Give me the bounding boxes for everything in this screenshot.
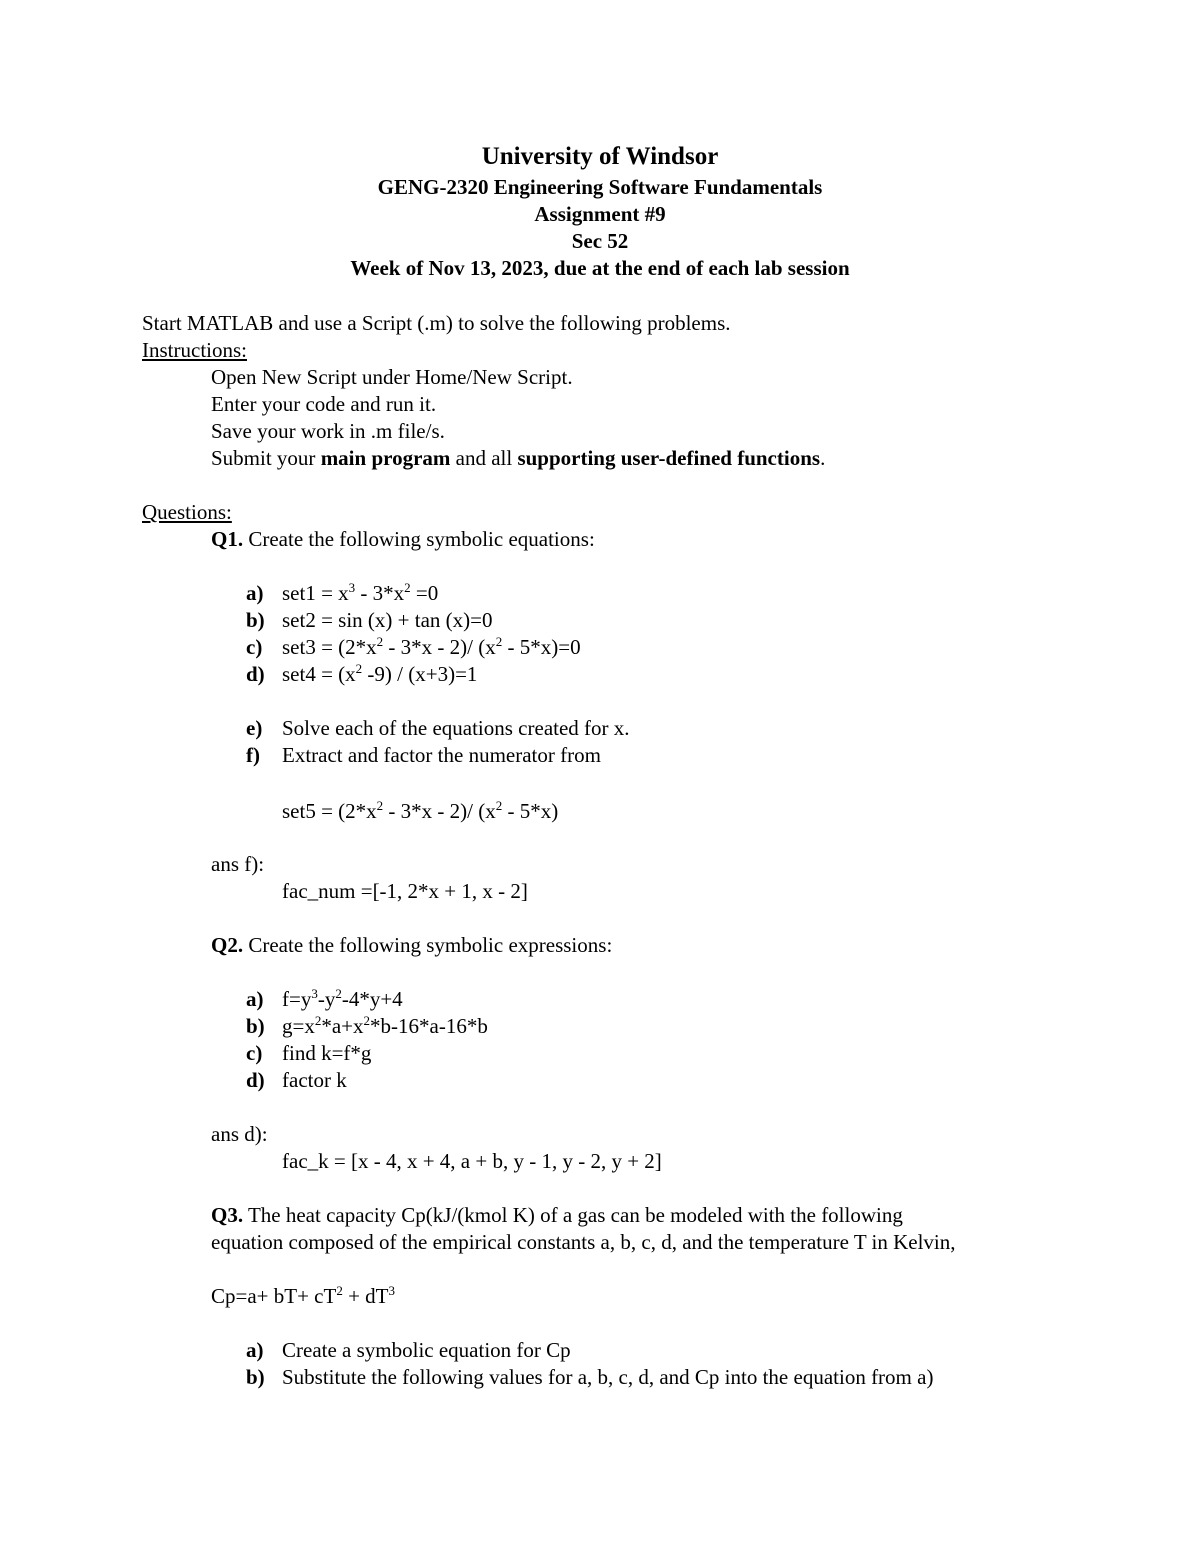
- questions-heading: Questions:: [142, 500, 232, 524]
- q1-e-text: Solve each of the equations created for x.: [282, 716, 630, 740]
- submit-funcs: supporting user-defined functions: [517, 446, 821, 470]
- q1-d-part: set4 = (x: [282, 662, 356, 686]
- q2-item-c: [246, 1040, 371, 1067]
- q1-a-sup: 3: [348, 580, 356, 595]
- submit-suffix: .: [820, 446, 826, 470]
- q3-prompt-line1: [211, 1202, 903, 1229]
- instructions-heading: Instructions:: [142, 338, 247, 362]
- q2-d-text: factor k: [282, 1068, 347, 1092]
- q2-text: Create the following symbolic expressions:: [243, 933, 613, 957]
- q1-item-a: [246, 580, 438, 609]
- item-label: d): [246, 1068, 265, 1092]
- q3-equation: [211, 1283, 395, 1312]
- q2-item-b: [246, 1013, 488, 1042]
- q3-text-1: The heat capacity Cp(kJ/(kmol K) of a gas can be modeled with the following: [243, 1203, 903, 1227]
- submit-mid: and all: [450, 446, 518, 470]
- q3-item-a: [246, 1337, 571, 1364]
- q1-c-part: - 3*x - 2)/ (x: [383, 635, 496, 659]
- q2-b-part: *a+x: [321, 1014, 364, 1038]
- item-label: e): [246, 716, 263, 740]
- item-label: d): [246, 662, 265, 686]
- q1-c-sup: 2: [376, 634, 384, 649]
- q1-item-f: [246, 742, 601, 769]
- instruction-item: Open New Script under Home/New Script.: [211, 365, 573, 389]
- q1-item-c: [246, 634, 581, 663]
- item-label: b): [246, 608, 265, 632]
- q1-answer: fac_num =[-1, 2*x + 1, x - 2]: [282, 879, 528, 903]
- q1-prompt: [211, 526, 595, 553]
- set5-sup: 2: [376, 798, 384, 813]
- q2-item-d: [246, 1067, 347, 1094]
- submit-prefix: Submit your: [211, 446, 321, 470]
- submit-main: main program: [320, 446, 451, 470]
- q2-item-a: [246, 986, 403, 1015]
- q2-a-sup: 2: [335, 986, 342, 1001]
- q2-a-part: -4*y+4: [341, 987, 403, 1011]
- q1-answer-label: ans f):: [211, 852, 265, 876]
- q1-item-e: [246, 715, 630, 742]
- set5-part: - 3*x - 2)/ (x: [383, 799, 496, 823]
- q2-a-sup: 3: [311, 986, 318, 1001]
- q1-f-text: Extract and factor the numerator from: [282, 743, 601, 767]
- q1-item-d: [246, 661, 477, 690]
- q2-b-part: g=x: [282, 1014, 315, 1038]
- instruction-item: Save your work in .m file/s.: [211, 419, 445, 443]
- q2-label: Q2.: [211, 933, 244, 957]
- q1-b-text: set2 = sin (x) + tan (x)=0: [282, 608, 493, 632]
- due-date-line: Week of Nov 13, 2023, due at the end of each lab session: [350, 256, 850, 280]
- item-label: a): [246, 987, 264, 1011]
- q2-prompt: [211, 932, 612, 959]
- q3-item-b: [246, 1364, 933, 1391]
- set5-sup: 2: [495, 798, 503, 813]
- q2-b-part: *b-16*a-16*b: [370, 1014, 488, 1038]
- section-title: Sec 52: [571, 229, 629, 253]
- q3-label: Q3.: [211, 1203, 244, 1227]
- q2-a-part: -y: [317, 987, 336, 1011]
- q1-a-sup: 2: [404, 580, 411, 595]
- q2-c-text: find k=f*g: [282, 1041, 372, 1065]
- item-label: f): [246, 743, 260, 767]
- q1-text: Create the following symbolic equations:: [243, 527, 595, 551]
- item-label: b): [246, 1014, 265, 1038]
- q1-d-sup: 2: [355, 661, 363, 676]
- q3-eq-sup: 2: [336, 1283, 343, 1298]
- q3-prompt-line2: equation composed of the empirical constants a, b, c, d, and the temperature T in Kelvin,: [211, 1230, 956, 1254]
- item-label: a): [246, 1338, 264, 1362]
- q2-b-sup: 2: [314, 1013, 322, 1028]
- q1-set5-equation: [282, 798, 558, 827]
- instruction-item: Enter your code and run it.: [211, 392, 437, 416]
- q3-eq-part: Cp=a+ bT+ cT: [211, 1284, 337, 1308]
- item-label: c): [246, 635, 263, 659]
- q2-answer: fac_k = [x - 4, x + 4, a + b, y - 1, y - 2, y + 2]: [282, 1149, 662, 1173]
- q1-a-part: set1 = x: [282, 581, 349, 605]
- q3-a-text: Create a symbolic equation for Cp: [282, 1338, 571, 1362]
- course-title: GENG-2320 Engineering Software Fundamentals: [377, 175, 823, 199]
- q1-c-part: set3 = (2*x: [282, 635, 377, 659]
- q1-a-part: =0: [410, 581, 439, 605]
- q3-eq-sup: 3: [388, 1283, 396, 1298]
- university-title: University of Windsor: [481, 143, 719, 170]
- item-label: b): [246, 1365, 265, 1389]
- item-label: c): [246, 1041, 263, 1065]
- q1-a-part: - 3*x: [355, 581, 405, 605]
- q2-b-sup: 2: [363, 1013, 371, 1028]
- q1-c-sup: 2: [495, 634, 503, 649]
- q2-a-part: f=y: [282, 987, 312, 1011]
- set5-part: - 5*x): [502, 799, 559, 823]
- q1-label: Q1.: [211, 527, 244, 551]
- q1-c-part: - 5*x)=0: [502, 635, 581, 659]
- assignment-title: Assignment #9: [534, 202, 666, 226]
- set5-part: set5 = (2*x: [282, 799, 377, 823]
- q3-b-text: Substitute the following values for a, b, c, d, and Cp into the equation from a): [282, 1365, 934, 1389]
- q3-eq-part: + dT: [342, 1284, 389, 1308]
- q1-item-b: [246, 607, 493, 634]
- intro-text: Start MATLAB and use a Script (.m) to solve the following problems.: [142, 311, 731, 335]
- item-label: a): [246, 581, 264, 605]
- q2-answer-label: ans d):: [211, 1122, 268, 1146]
- q1-d-part: -9) / (x+3)=1: [362, 662, 478, 686]
- instruction-submit: [211, 445, 825, 472]
